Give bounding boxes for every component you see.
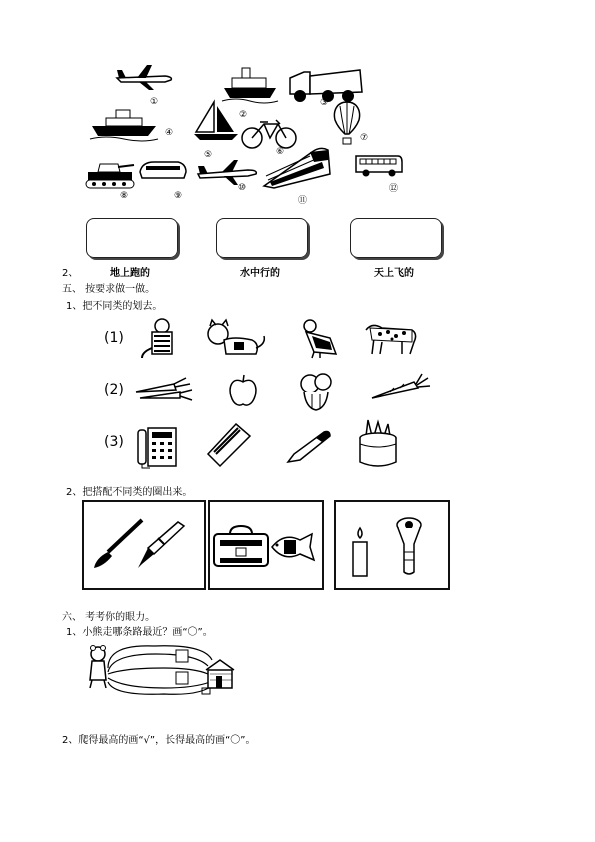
candle-icon bbox=[350, 526, 370, 578]
train-icon bbox=[262, 142, 332, 190]
question-number: 2、 bbox=[62, 268, 79, 279]
pen-icon[interactable] bbox=[286, 430, 332, 464]
bus-icon bbox=[354, 152, 404, 178]
hovercraft-icon bbox=[138, 158, 188, 184]
flashlight-icon bbox=[392, 516, 426, 576]
item-number: ⑨ bbox=[174, 191, 183, 201]
item-number: ⑦ bbox=[360, 133, 369, 143]
bear-path-puzzle[interactable] bbox=[84, 640, 240, 696]
leopard-icon[interactable] bbox=[362, 320, 420, 356]
fountain-pen-icon bbox=[134, 524, 186, 570]
item-number: ⑪ bbox=[298, 196, 308, 206]
item-number: ① bbox=[150, 97, 159, 107]
telephone-icon[interactable] bbox=[136, 426, 178, 470]
bag-icon bbox=[212, 524, 270, 570]
ship-icon bbox=[90, 108, 158, 142]
row-label: (1) bbox=[104, 330, 124, 346]
cabbage-icon[interactable] bbox=[296, 372, 336, 412]
hot-air-balloon-icon bbox=[332, 100, 362, 146]
category-answer-box-sky[interactable] bbox=[350, 218, 442, 258]
cat-icon[interactable] bbox=[204, 320, 270, 360]
row-label: (3) bbox=[104, 434, 124, 450]
question-text: 2、把搭配不同类的圈出来。 bbox=[66, 487, 193, 498]
category-answer-box-land[interactable] bbox=[86, 218, 178, 258]
steamship-icon bbox=[222, 66, 278, 104]
item-number: ⑧ bbox=[120, 191, 129, 201]
section-heading: 五、 按要求做一做。 bbox=[62, 284, 156, 295]
sailboat-icon bbox=[192, 100, 240, 142]
category-label-water: 水中行的 bbox=[240, 268, 280, 279]
category-label-sky: 天上飞的 bbox=[374, 268, 414, 279]
apple-icon[interactable] bbox=[228, 374, 258, 408]
pencil-holder-icon[interactable] bbox=[356, 418, 400, 470]
jet-icon bbox=[196, 160, 260, 186]
item-number: ⑩ bbox=[238, 183, 247, 193]
tiger-icon[interactable] bbox=[138, 318, 176, 360]
fish-icon bbox=[268, 530, 318, 564]
carrot-icon[interactable] bbox=[370, 374, 432, 400]
item-number: ③ bbox=[320, 98, 329, 108]
question-text: 2、爬得最高的画“√”，长得最高的画“〇”。 bbox=[62, 735, 256, 746]
category-label-land: 地上跑的 bbox=[110, 268, 150, 279]
airplane-icon bbox=[115, 62, 175, 92]
section-heading: 六、 考考你的眼力。 bbox=[62, 612, 156, 623]
tank-icon bbox=[84, 160, 136, 190]
item-number: ⑥ bbox=[276, 147, 285, 157]
carrot-icon[interactable] bbox=[134, 376, 196, 404]
row-label: (2) bbox=[104, 382, 124, 398]
category-answer-box-water[interactable] bbox=[216, 218, 308, 258]
ruler-icon[interactable] bbox=[206, 422, 252, 468]
question-text: 1、把不同类的划去。 bbox=[66, 301, 163, 312]
item-number: ⑤ bbox=[204, 150, 213, 160]
bear-icon bbox=[90, 646, 106, 689]
item-number: ② bbox=[239, 110, 248, 120]
item-number: ⑫ bbox=[389, 184, 399, 194]
eagle-icon[interactable] bbox=[300, 318, 338, 360]
item-number: ④ bbox=[165, 128, 174, 138]
house-icon bbox=[206, 660, 234, 688]
question-text: 1、小熊走哪条路最近？画“〇”。 bbox=[66, 627, 213, 638]
